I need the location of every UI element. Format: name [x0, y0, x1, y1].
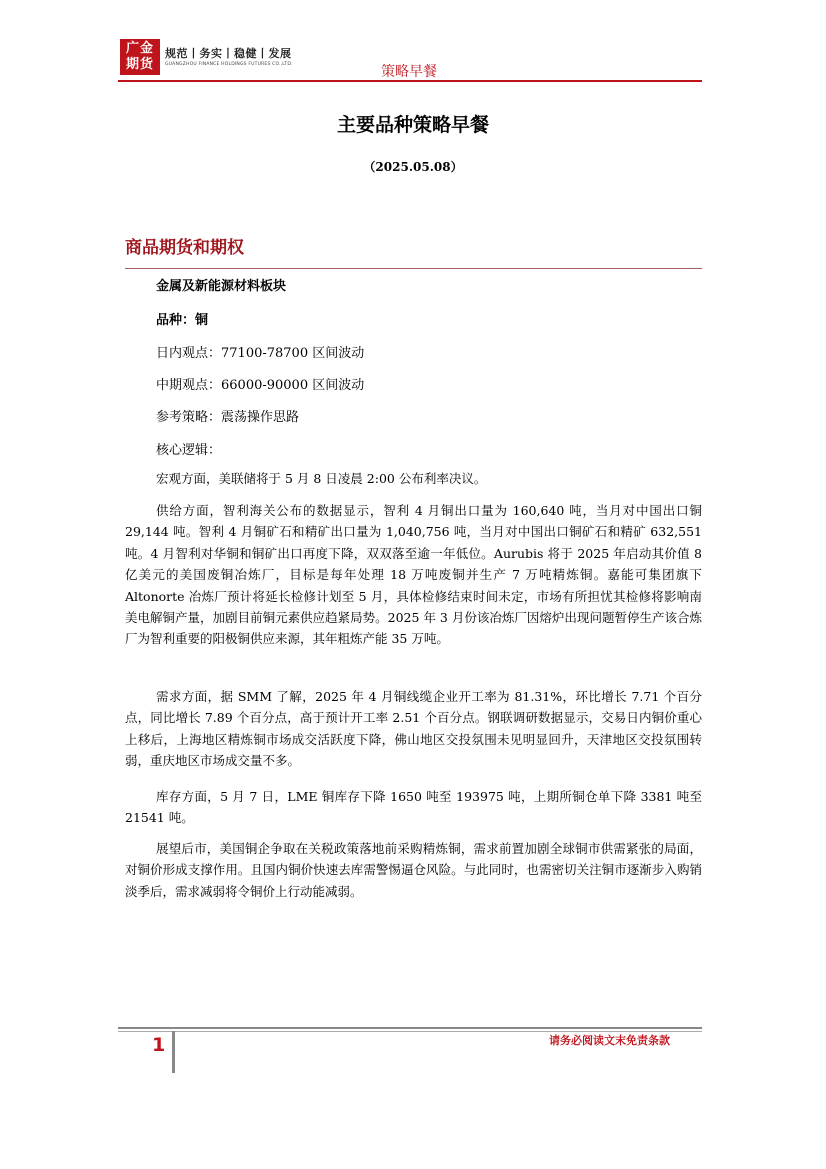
page-title: 主要品种策略早餐 — [336, 114, 489, 136]
page-number: 1 — [152, 1034, 166, 1056]
company-slogan: 规范丨务实丨稳健丨发展 — [165, 47, 292, 60]
logo-text-bottom: 期货 — [125, 57, 154, 72]
company-logo — [120, 39, 160, 75]
intraday-view: 日内观点：77100-78700 区间波动 — [156, 346, 365, 361]
company-english-name: GUANGZHOU FINANCE HOLDINGS FUTURES CO.,LTD. — [165, 62, 293, 67]
paragraph-macro: 宏观方面，美联储将于 5 月 8 日凌晨 2:00 公布利率决议。 — [156, 471, 487, 486]
footer-vertical-bar — [172, 1031, 175, 1073]
logo-text-top: 广金 — [125, 41, 154, 56]
report-date: （2025.05.08） — [363, 160, 463, 174]
core-logic-label: 核心逻辑： — [156, 443, 222, 458]
variety-label: 品种：铜 — [156, 313, 209, 328]
paragraph-demand: 需求方面，据 SMM 了解，2025 年 4 月铜线缆企业开工率为 81.31%，环比增长 7.71 个百分点，同比增长 7.89 个百分点，高于预计开工率 2.51 个百分点。钢联调研数据显示，交易日内铜价重心上移后，上海地区精炼铜市场成交活跃度下降，佛山地区交投氛围未见明显回升，天津地区交投氛围转弱，重庆地区市场成交量不多。 — [125, 689, 702, 769]
paragraph-inventory: 库存方面，5 月 7 日，LME 铜库存下降 1650 吨至 193975 吨，上期所铜仓单下降 3381 吨至 21541 吨。 — [125, 789, 702, 826]
paragraph-supply: 供给方面，智利海关公布的数据显示，智利 4 月铜出口量为 160,640 吨，当月对中国出口铜 29,144 吨。智利 4 月铜矿石和精矿出口量为 1,040,756 吨，当月对中国出口铜矿石和精矿 632,551 吨。4 月智利对华铜和铜矿出口再度下降，双双落至逾一年低位。Aurubis 将于 2025 年启动其价值 8 亿美元的美国废铜冶炼厂，目标是每年处理 18 万吨废铜并生产 7 万吨精炼铜。嘉能可集团旗下 Altonorte 冶炼厂预计将延长检修计划至 5 月，具体检修结束时间未定，市场有所担忧其检修将影响南美电解铜产量，加剧目前铜元素供应趋紧局势。2025 年 3 月份该冶炼厂因熔炉出现问题暂停生产该合炼厂为智利重要的阳极铜供应来源，其年粗炼产能 35 万吨。 — [125, 503, 702, 647]
reference-strategy: 参考策略：震荡操作思路 — [156, 410, 300, 425]
footer-divider — [118, 1027, 702, 1029]
paragraph-outlook: 展望后市，美国铜企争取在关税政策落地前采购精炼铜，需求前置加剧全球铜市供需紧张的局面，对铜价形成支撑作用。且国内铜价快速去库需警惕逼仓风险。与此同时，也需密切关注铜市逐渐步入购销淡季后，需求减弱将令铜价上行动能减弱。 — [125, 841, 702, 899]
medium-term-view: 中期观点：66000-90000 区间波动 — [156, 378, 365, 393]
section-divider — [125, 268, 702, 269]
report-label: 策略早餐 — [381, 64, 437, 80]
header-divider — [118, 80, 702, 82]
disclaimer-notice: 请务必阅读文末免责条款 — [549, 1034, 670, 1047]
subsection-title: 金属及新能源材料板块 — [156, 279, 287, 294]
section-heading: 商品期货和期权 — [125, 238, 244, 258]
